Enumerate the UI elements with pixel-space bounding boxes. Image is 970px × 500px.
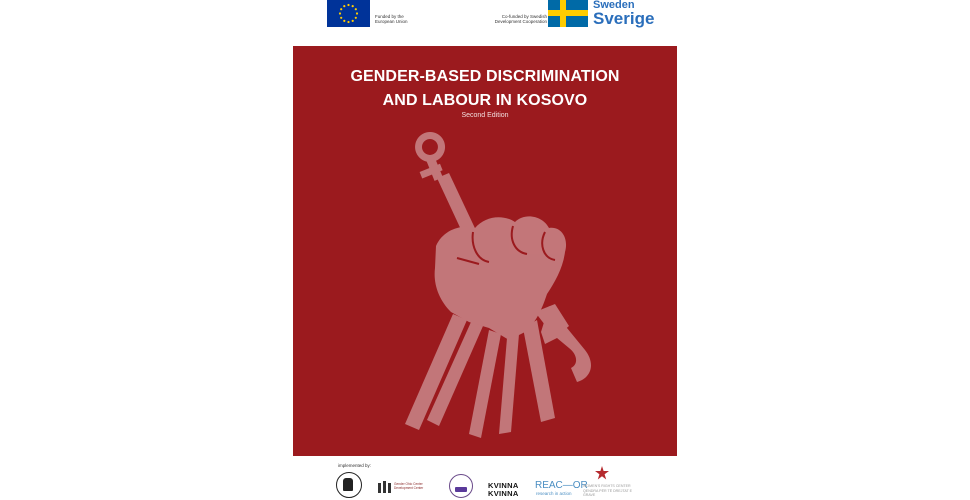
kvinna-line1: KVINNA [488,481,519,490]
sweden-word: Sweden [593,0,635,11]
sverige-word: Sverige [593,9,655,28]
implemented-by-label: implemented by: [338,463,372,468]
partner-logo-columns [378,481,392,493]
kvinna-line2: KVINNA [488,488,519,498]
womens-rights-center-name: WOMEN'S RIGHTS CENTER [583,484,631,488]
reactor-tagline: research in action [536,491,572,496]
eu-flag-logo [327,0,370,27]
cover-edition: Second Edition [461,112,509,119]
cover-title-line1: GENDER-BASED DISCRIMINATION [350,68,620,85]
cover-title-line2: AND LABOUR IN KOSOVO [382,92,588,109]
sweden-cofunded-text: Co-funded by Swedish Development Cooperation [494,14,547,24]
eu-funded-text: Funded by the European Union [375,14,408,24]
kvinna-till-kvinna-logo [488,482,519,497]
partner-logo-fist [336,472,362,498]
womens-rights-center-name-local: QENDRA PËR TË DREJTAT E GRAVE [583,489,633,497]
fist-wrench-venus-icon [293,46,677,456]
partner-logo-text: Gender Ohio Center Development Center [394,482,424,490]
reactor-logo-name: REAC—OR [535,480,588,491]
sweden-flag-logo [548,0,588,27]
report-cover [293,46,677,456]
womens-rights-center-star-icon [595,466,609,480]
partner-logo-circle [449,474,473,498]
eu-stars-icon [327,0,370,27]
